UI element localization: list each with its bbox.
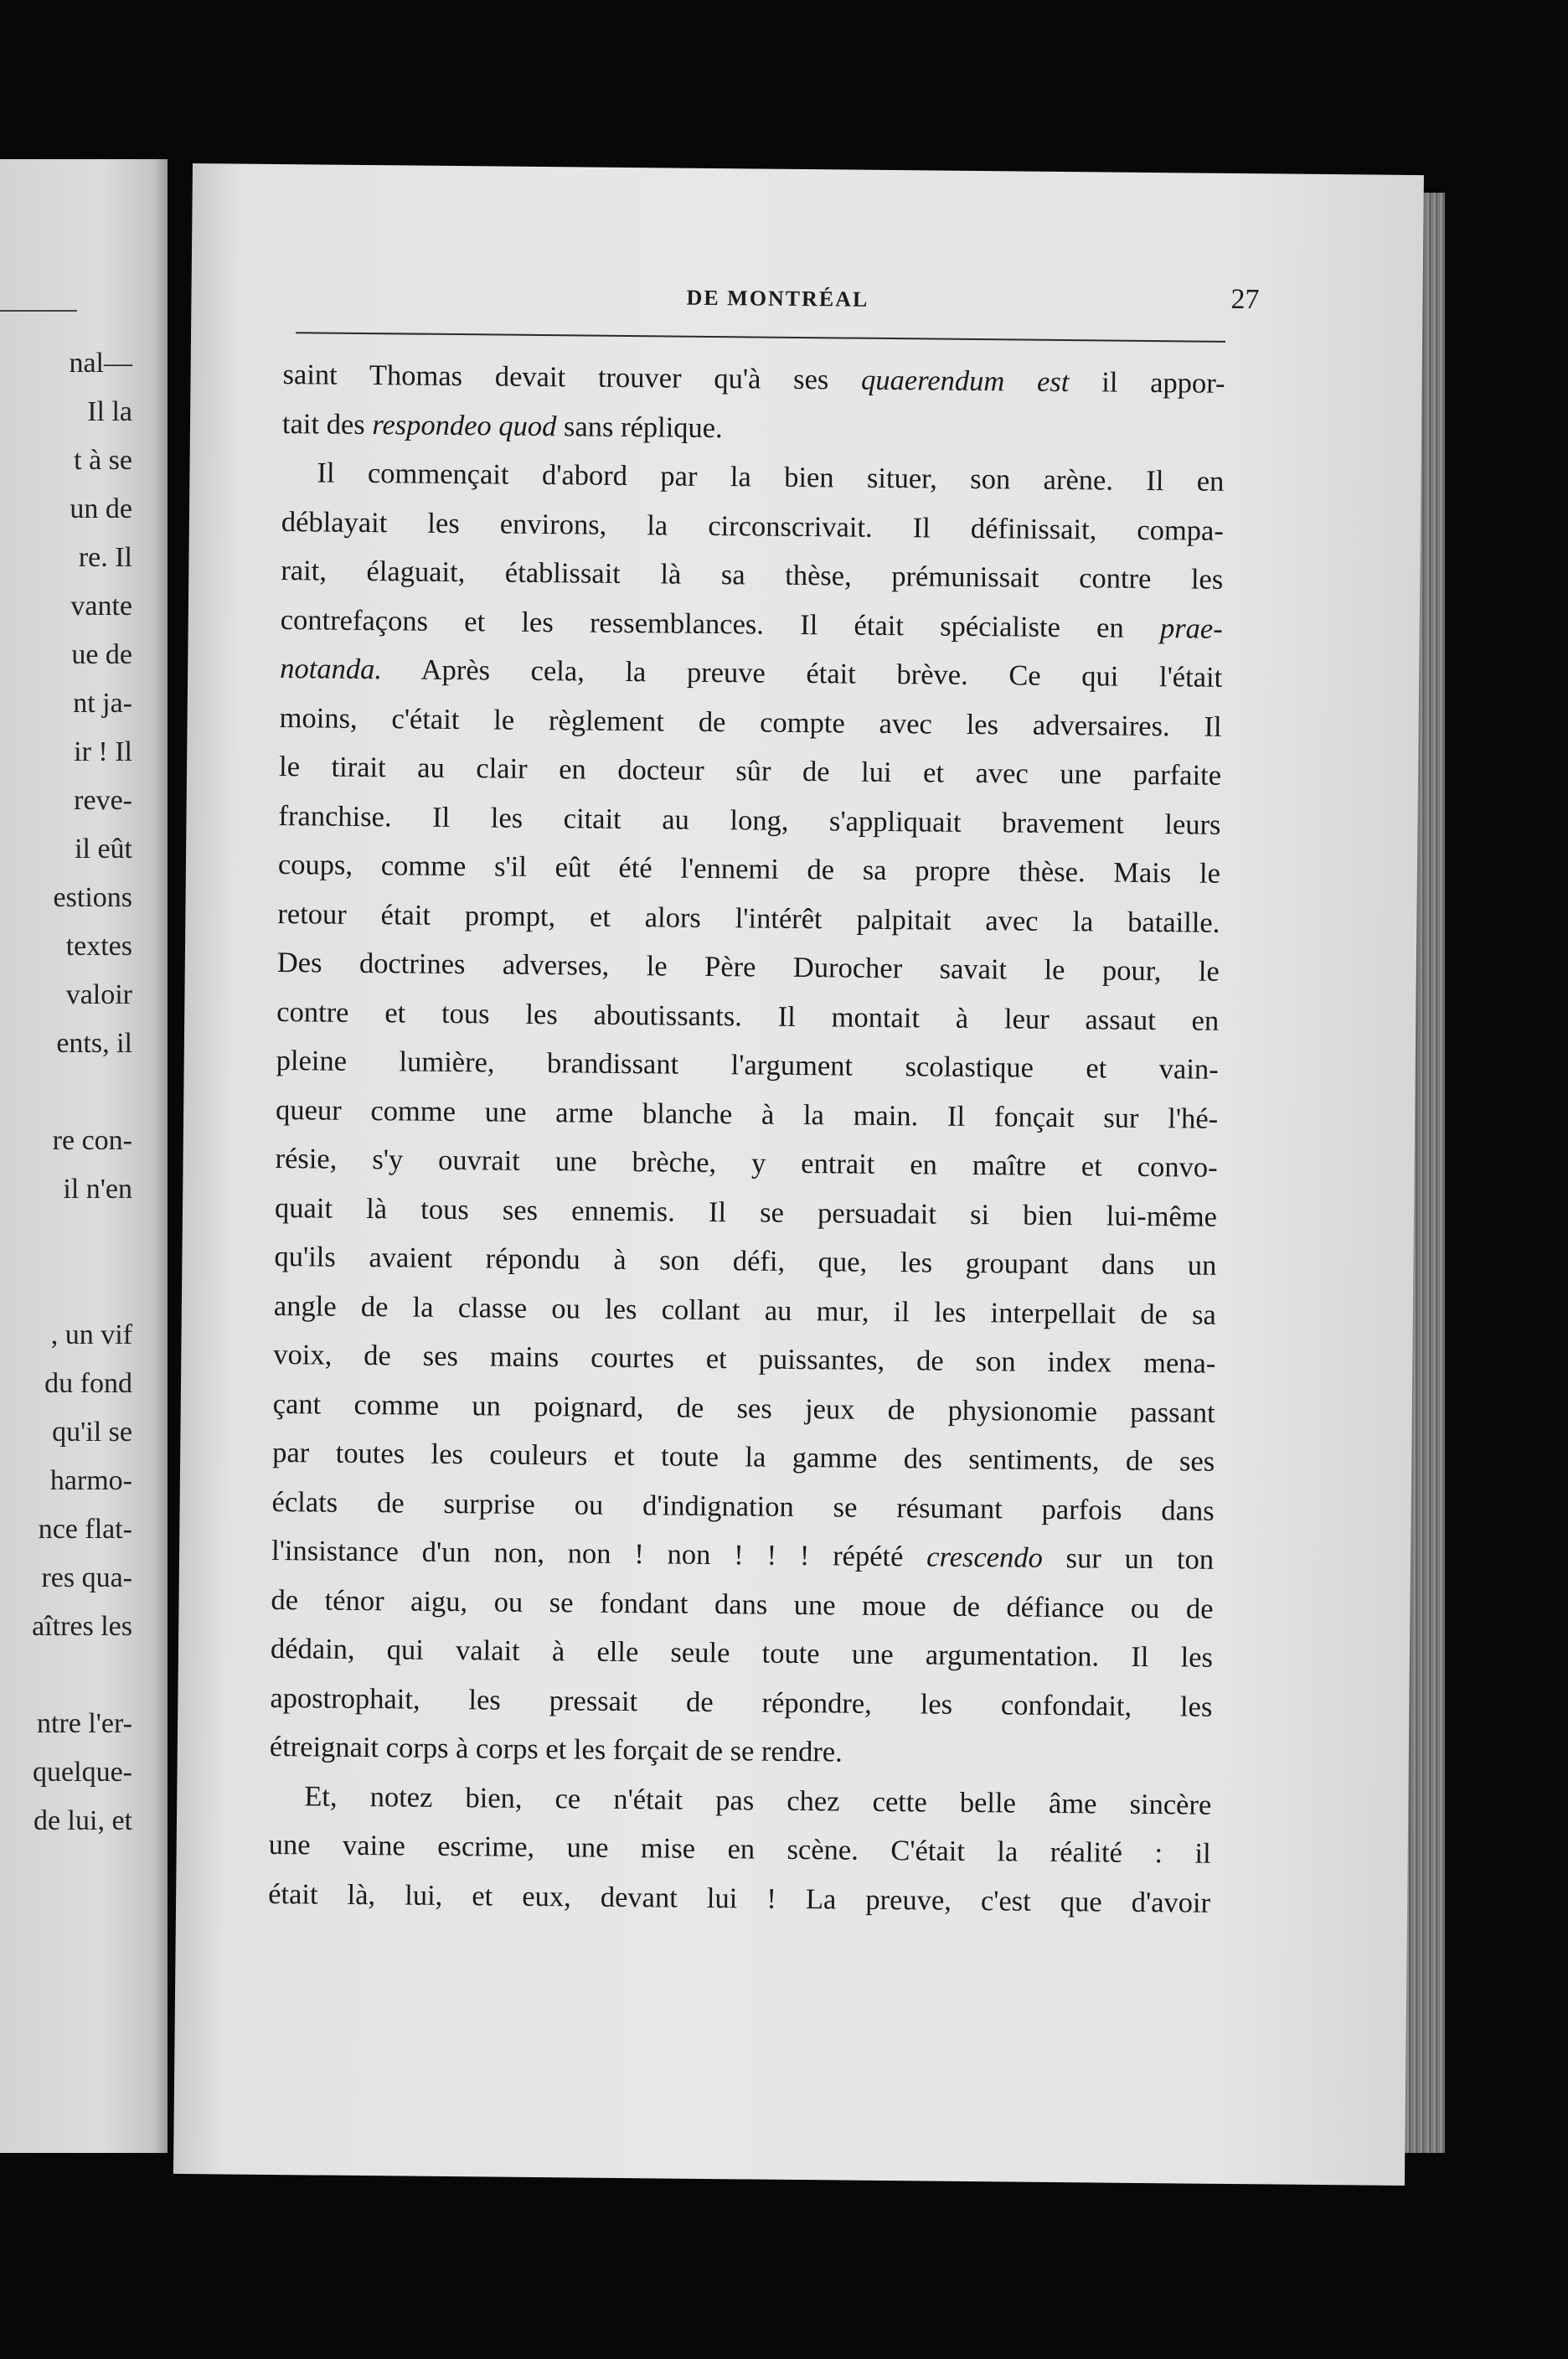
facing-page-line (32, 1214, 132, 1262)
facing-page-line: du fond (44, 1368, 132, 1399)
text-line: moins, c'était le règlement de compte avec les adversaires. Il (279, 701, 1222, 743)
facing-page-line: re. Il (78, 542, 132, 573)
facing-page-line: re con- (52, 1125, 132, 1156)
facing-page-line: qu'il se (52, 1417, 132, 1448)
facing-page-line: harmo- (49, 1465, 132, 1496)
facing-page-line: vante (70, 591, 132, 622)
text-line: dédain, qui valait à elle seule toute une argumentation. Il les (270, 1632, 1214, 1674)
facing-page-line: ents, il (56, 1028, 132, 1059)
text-line: le tirait au clair en docteur sûr de lui et avec une parfaite (278, 751, 1222, 792)
text-line: pleine lumière, brandissant l'argument scolastique et vain- (276, 1045, 1219, 1086)
text-line: Et, notez bien, ce n'était pas chez cette belle âme sincère (304, 1779, 1212, 1821)
text-line: tait des respondeo quod sans réplique. (281, 407, 723, 444)
text-line: Des doctrines adverses, le Père Durocher savait le pour, le (276, 947, 1220, 988)
facing-page-left (0, 159, 168, 2153)
header-rule (296, 332, 1225, 343)
facing-page-line: ntre l'er- (37, 1708, 132, 1739)
text-line: contre et tous les aboutissants. Il montait à leur assaut en (276, 995, 1220, 1037)
text-line: une vaine escrime, une mise en scène. C'était la réalité : il (268, 1828, 1211, 1870)
facing-page-line: res qua- (41, 1562, 132, 1593)
text-line: était là, lui, et eux, devant lui ! La preuve, c'est que d'avoir (267, 1877, 1211, 1919)
facing-page-line: reve- (74, 785, 132, 816)
facing-page-line (32, 1651, 132, 1700)
text-line: déblayait les environs, la circonscrivait. Il définissait, compa- (281, 505, 1225, 547)
facing-page-line: t à se (74, 445, 132, 476)
page-number: 27 (1230, 283, 1260, 316)
facing-page-line: il eût (75, 834, 132, 865)
facing-page-line: Il la (87, 396, 132, 427)
text-line: voix, de ses mains courtes et puissantes, de son index mena- (273, 1338, 1216, 1380)
text-line: éclats de surprise ou d'indignation se résumant parfois dans (271, 1485, 1215, 1527)
text-line: Il commençait d'abord par la bien situer, son arène. Il en (317, 457, 1225, 498)
text-line: résie, s'y ouvrait une brèche, y entrait en maître et convo- (275, 1143, 1218, 1184)
facing-page-line (32, 1262, 132, 1311)
running-head: DE MONTRÉAL (686, 285, 869, 312)
facing-page-line: quelque- (33, 1757, 132, 1788)
facing-page-line: nt ja- (73, 688, 132, 719)
facing-page-line: il n'en (63, 1174, 132, 1205)
facing-page-line: ir ! Il (74, 736, 132, 767)
text-line: angle de la classe ou les collant au mur, il les interpellait de sa (273, 1289, 1217, 1331)
text-line: retour était prompt, et alors l'intérêt palpitait avec la bataille. (277, 897, 1220, 939)
text-line: apostrophait, les pressait de répondre, les confondait, les (270, 1681, 1213, 1723)
text-line: saint Thomas devait trouver qu'à ses quaerendum est il appor- (282, 359, 1225, 400)
facing-page-line: valoir (65, 979, 132, 1010)
facing-page-line: ue de (71, 639, 132, 670)
facing-page-line: estions (53, 882, 132, 913)
facing-page-line: un de (70, 493, 132, 524)
facing-page-line: textes (65, 931, 132, 962)
text-line: contrefaçons et les ressemblances. Il était spécialiste en prae- (280, 603, 1223, 645)
facing-page-line: aîtres les (32, 1611, 132, 1642)
facing-page-line (32, 1068, 132, 1117)
text-line: rait, élaguait, établissait là sa thèse, prémunissait contre les (281, 555, 1224, 596)
text-line: qu'ils avaient répondu à son défi, que, les groupant dans un (274, 1240, 1217, 1282)
text-line: de ténor aigu, ou se fondant dans une moue de défiance ou de (271, 1583, 1214, 1625)
text-line: franchise. Il les citait au long, s'appliquait bravement leurs (278, 799, 1221, 841)
text-line: çant comme un poignard, de ses jeux de physionomie passant (272, 1387, 1215, 1429)
text-line: étreignait corps à corps et les forçait de se rendre. (269, 1730, 843, 1768)
facing-page-line: de lui, et (33, 1805, 132, 1836)
text-line: quait là tous ses ennemis. Il se persuadait si bien lui-même (274, 1191, 1218, 1233)
text-line: notanda. Après cela, la preuve était brève. Ce qui l'était (280, 653, 1223, 694)
body-text (268, 350, 1225, 1928)
facing-page-text (32, 339, 132, 1845)
facing-page-line: nal— (69, 348, 132, 379)
facing-page-line: nce flat- (38, 1514, 132, 1545)
text-line: queur comme une arme blanche à la main. Il fonçait sur l'hé- (275, 1093, 1219, 1135)
text-line: l'insistance d'un non, non ! non ! ! ! répété crescendo sur un ton (271, 1534, 1215, 1576)
book-page (173, 163, 1424, 2186)
facing-page-line: , un vif (50, 1319, 132, 1350)
text-line: par toutes les couleurs et toute la gamme des sentiments, de ses (272, 1436, 1215, 1478)
text-line: coups, comme s'il eût été l'ennemi de sa propre thèse. Mais le (277, 849, 1221, 890)
page-header (296, 281, 1259, 333)
facing-page-header-rule (0, 310, 77, 312)
